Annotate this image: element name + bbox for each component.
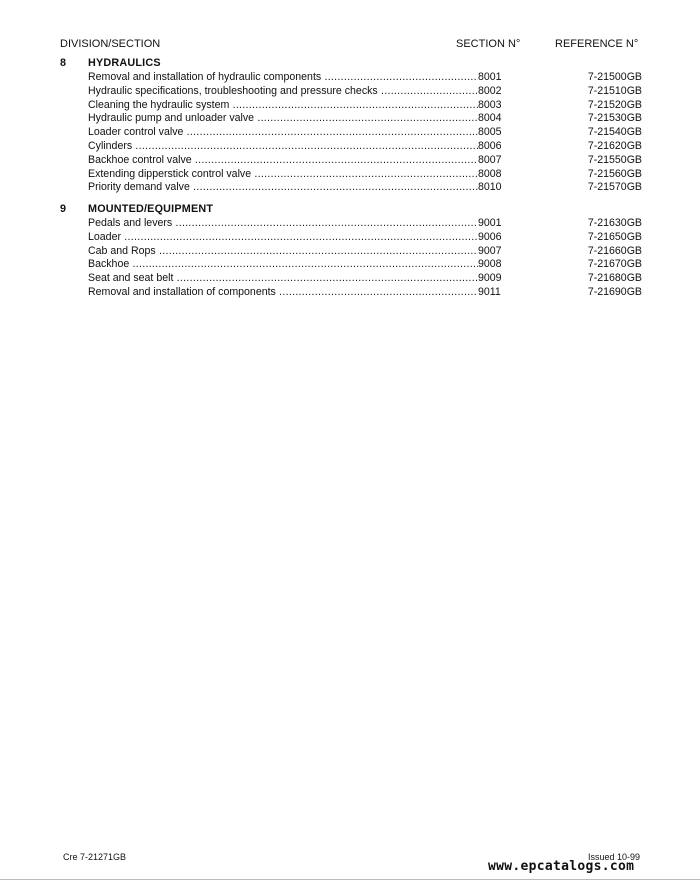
toc-item-title: Hydraulic specifications, troubleshooting and pressure checks ..... (88, 85, 478, 99)
toc-row[interactable] (60, 217, 660, 231)
bottom-rule (0, 879, 700, 880)
toc-row[interactable] (60, 85, 660, 99)
toc-item-title: Cab and Rops ..... (88, 245, 478, 259)
toc-row[interactable] (60, 181, 660, 195)
column-header-division-section: DIVISION/SECTION (60, 38, 161, 50)
toc-item-title: Backhoe ..... (88, 258, 478, 272)
section-title: MOUNTED/EQUIPMENT (88, 203, 214, 215)
toc-item-title: Cleaning the hydraulic system ..... (88, 99, 478, 113)
toc-row[interactable] (60, 168, 660, 182)
toc-item-section: 9007 (478, 244, 502, 257)
section-mounted-equipment (60, 203, 660, 300)
toc-row[interactable] (60, 126, 660, 140)
toc-item-section: 8003 (478, 98, 502, 111)
toc-item-section: 9001 (478, 217, 502, 229)
toc-item-title: Seat and seat belt ..... (88, 272, 478, 286)
toc-item-reference: 7-21500GB (587, 71, 642, 83)
column-header-section-no: SECTION N° (456, 38, 521, 50)
toc-item-reference: 7-21560GB (587, 167, 642, 180)
toc-item-reference: 7-21620GB (587, 139, 642, 152)
toc-item-reference: 7-21680GB (587, 272, 642, 285)
toc-item-section: 8006 (478, 139, 502, 152)
toc-item-reference: 7-21530GB (587, 112, 642, 125)
toc-item-reference: 7-21630GB (587, 217, 642, 229)
column-header-reference-no: REFERENCE N° (555, 38, 639, 50)
toc-row[interactable] (60, 140, 660, 154)
toc-item-section: 9006 (478, 230, 502, 243)
toc-item-section: 8001 (478, 71, 502, 83)
toc-item-reference: 7-21540GB (587, 126, 642, 139)
toc-item-reference: 7-21660GB (587, 244, 642, 257)
toc-item-section: 8005 (478, 126, 502, 139)
section-heading (60, 203, 660, 217)
toc-row[interactable] (60, 258, 660, 272)
footer-issue-date: Issued 10-99 (588, 852, 641, 862)
toc-item-title: Pedals and levers ..... (88, 217, 478, 231)
toc-row[interactable] (60, 245, 660, 259)
toc-item-title: Removal and installation of hydraulic components ..... (88, 71, 478, 85)
toc-row[interactable] (60, 272, 660, 286)
toc-item-reference: 7-21510GB (587, 84, 642, 97)
toc-item-title: Hydraulic pump and unloader valve ..... (88, 112, 478, 126)
section-title: HYDRAULICS (88, 57, 161, 69)
toc-item-section: 8004 (478, 112, 502, 125)
toc-item-reference: 7-21570GB (587, 181, 642, 194)
toc-item-title: Priority demand valve ..... (88, 181, 478, 195)
section-number: 9 (60, 203, 67, 215)
toc-item-reference: 7-21520GB (587, 98, 642, 111)
toc-row[interactable] (60, 71, 660, 85)
toc-row[interactable] (60, 154, 660, 168)
section-number: 8 (60, 57, 67, 69)
toc-item-section: 8008 (478, 167, 502, 180)
toc-item-section: 9011 (478, 285, 501, 298)
section-hydraulics (60, 57, 660, 195)
toc-item-section: 8002 (478, 84, 502, 97)
toc-item-reference: 7-21690GB (587, 285, 642, 298)
footer-document-code: Cre 7-21271GB (63, 852, 127, 862)
toc-item-title: Removal and installation of components ..... (88, 286, 478, 300)
toc-item-title: Loader control valve ..... (88, 126, 478, 140)
toc-item-section: 9009 (478, 272, 502, 285)
toc-row[interactable] (60, 112, 660, 126)
section-heading (60, 57, 660, 71)
toc-item-title: Loader ..... (88, 231, 478, 245)
toc-item-section: 9008 (478, 258, 502, 271)
toc-item-reference: 7-21670GB (587, 258, 642, 271)
watermark-url: www.epcatalogs.com (488, 859, 635, 874)
toc-item-reference: 7-21650GB (587, 230, 642, 243)
toc-item-title: Backhoe control valve ..... (88, 154, 478, 168)
toc-row[interactable] (60, 99, 660, 113)
toc-item-title: Extending dipperstick control valve ..... (88, 168, 478, 182)
toc-item-title: Cylinders ..... (88, 140, 478, 154)
toc-row[interactable] (60, 231, 660, 245)
toc-item-section: 8007 (478, 153, 502, 166)
toc-item-section: 8010 (478, 181, 502, 194)
toc-row[interactable] (60, 286, 660, 300)
toc-item-reference: 7-21550GB (587, 153, 642, 166)
